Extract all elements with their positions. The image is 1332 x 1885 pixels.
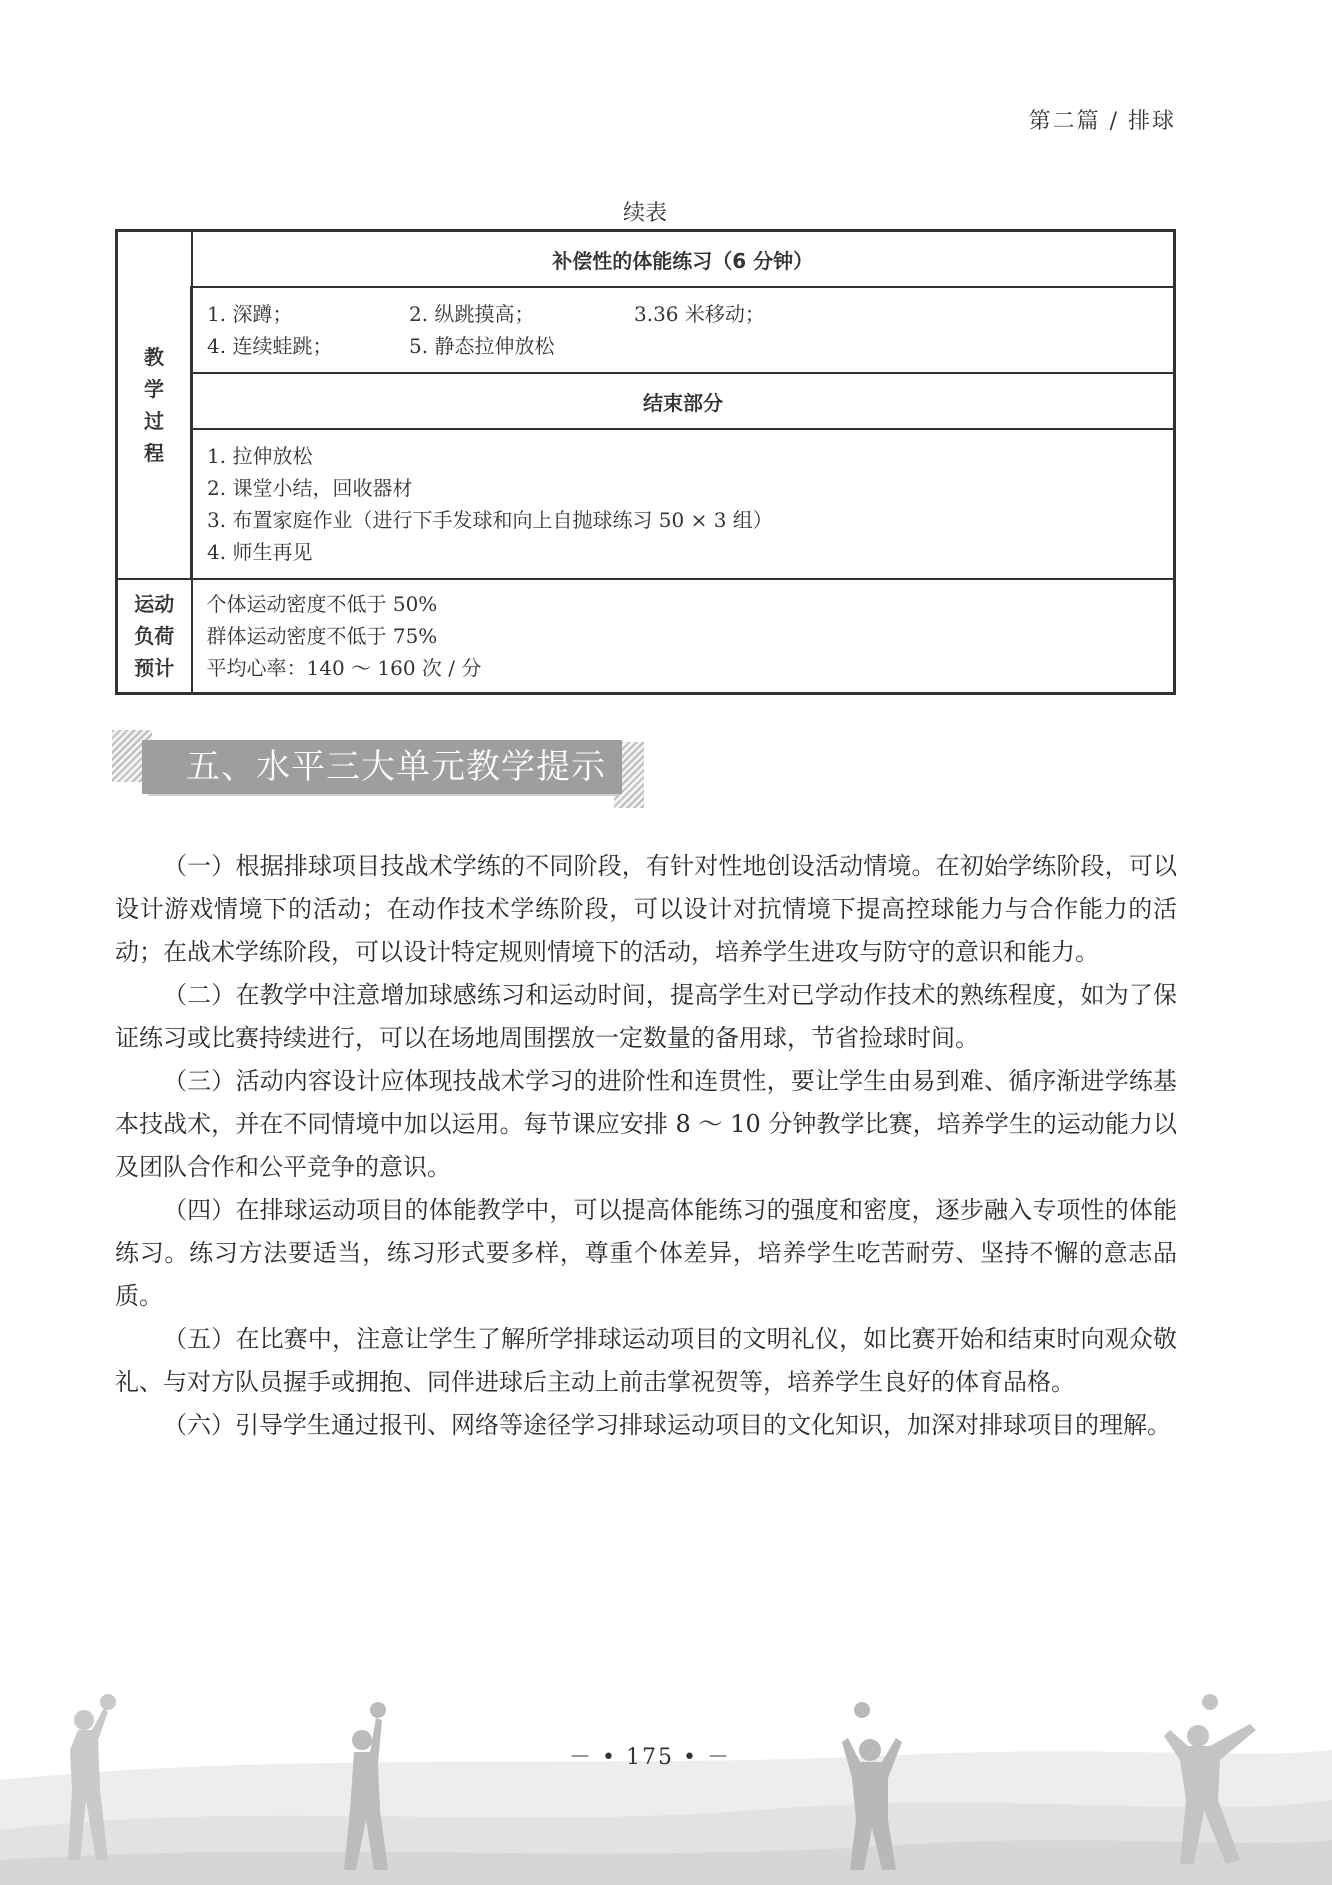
load-label [117,579,192,694]
list-item: 2. 课堂小结，回收器材 [207,476,413,500]
compensatory-items [192,287,1175,373]
exercise-item: 2. 纵跳摸高； [409,302,535,326]
paragraph: （六）引导学生通过报刊、网络等途径学习排球运动项目的文化知识，加深对排球项目的理解。 [163,1411,1171,1439]
paragraph: （二）在教学中注意增加球感练习和运动时间，提高学生对已学动作技术的熟练程度，如为了保证练习或比赛持续进行，可以在场地周围摆放一定数量的备用球，节省捡球时间。 [115,981,1177,1052]
paragraph: （五）在比赛中，注意让学生了解所学排球运动项目的文明礼仪，如比赛开始和结束时向观众敬礼、与对方队员握手或拥抱、同伴进球后主动上前击掌祝贺等，培养学生良好的体育品格。 [115,1325,1177,1396]
running-header: 第二篇 / 排球 [1028,109,1176,134]
compensatory-title: 补偿性的体能练习（6 分钟） [192,231,1175,288]
load-label-line: 负荷 [134,624,175,648]
exercise-item: 1. 深蹲； [207,302,293,326]
paragraph: （三）活动内容设计应体现技战术学习的进阶性和连贯性，要让学生由易到难、循序渐进学练基本技战术，并在不同情境中加以运用。每节课应安排 8 ～ 10 分钟教学比赛，培养学生的运动能力以及团队合作和公平竞争的意识。 [115,1067,1177,1181]
volleyball-footer-illustration [0,1660,1332,1885]
list-item: 3. 布置家庭作业（进行下手发球和向上自抛球练习 50 × 3 组） [207,508,773,532]
ending-title: 结束部分 [192,373,1175,429]
list-item: 4. 师生再见 [207,540,313,564]
page-number: － • 175 • － [569,1745,731,1770]
exercise-item: 3.36 米移动； [634,302,765,326]
section-title: 五、水平三大单元教学提示 [186,747,606,787]
load-line: 平均心率：140 ～ 160 次 / 分 [206,656,482,680]
body-text [115,845,1177,1447]
exercise-item: 5. 静态拉伸放松 [409,334,555,358]
process-char: 程 [144,441,164,465]
paragraph: （一）根据排球项目技战术学练的不同阶段，有针对性地创设活动情境。在初始学练阶段，可以设计游戏情境下的活动；在动作技术学练阶段，可以设计对抗情境下提高控球能力与合作能力的活动；在战术学练阶段，可以设计特定规则情境下的活动，培养学生进攻与防守的意识和能力。 [115,852,1177,966]
ending-items [192,429,1175,579]
table-caption: 续表 [622,201,667,226]
process-char: 过 [144,409,164,433]
load-line: 群体运动密度不低于 75% [206,624,438,648]
load-label-line: 运动 [134,592,175,616]
exercise-item: 4. 连续蛙跳； [207,334,333,358]
load-values [192,579,1175,694]
section-banner [112,728,652,808]
load-line: 个体运动密度不低于 50% [206,592,438,616]
teaching-process-label [117,231,192,580]
paragraph: （四）在排球运动项目的体能教学中，可以提高体能练习的强度和密度，逐步融入专项性的体能练习。练习方法要适当，练习形式要多样，尊重个体差异，培养学生吃苦耐劳、坚持不懈的意志品质。 [115,1196,1177,1310]
process-char: 教 [144,345,164,369]
list-item: 1. 拉伸放松 [207,444,313,468]
load-label-line: 预计 [134,656,175,680]
lesson-plan-table [115,229,1176,695]
process-char: 学 [144,377,164,401]
